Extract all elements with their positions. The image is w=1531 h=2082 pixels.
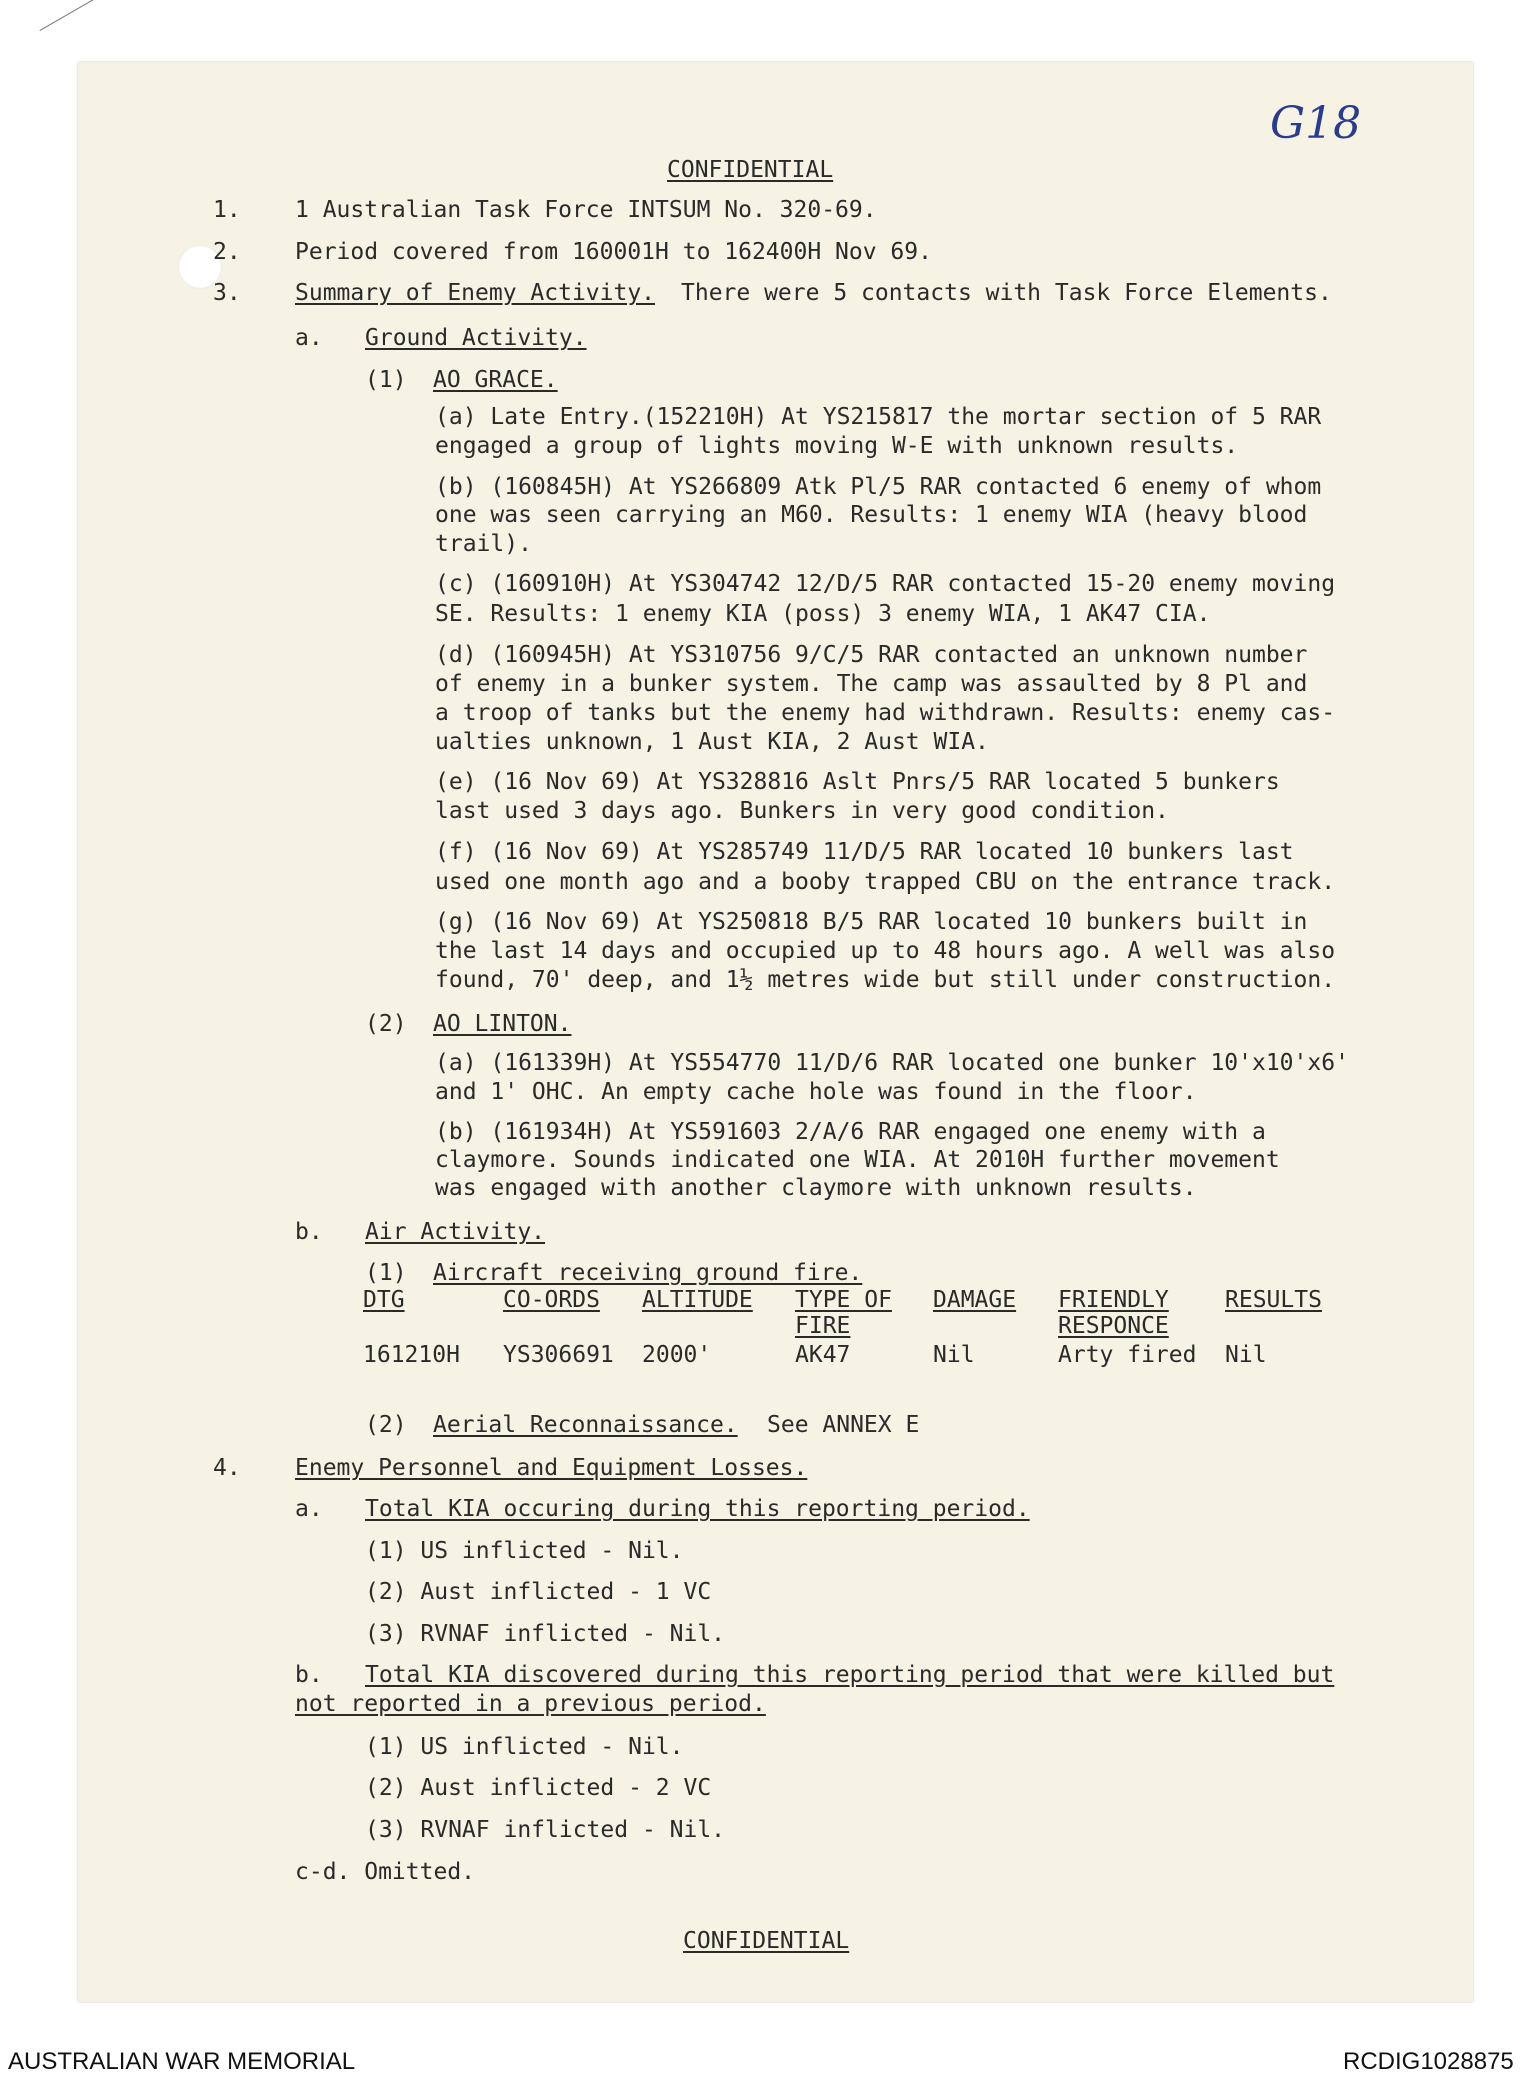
entry-d-line: of enemy in a bunker system. The camp was assaulted by 8 Pl and: [435, 671, 1308, 697]
entry-f-line: used one month ago and a booby trapped CBU on the entrance track.: [435, 869, 1336, 895]
entry-e-line: last used 3 days ago. Bunkers in very good condition.: [435, 798, 1169, 824]
sub-4b-title: Total KIA discovered during this reporting period that were killed but: [365, 1662, 1335, 1688]
corner-mark: [25, 0, 101, 31]
entry-b-line: trail).: [435, 531, 532, 557]
linton-b-line: was engaged with another claymore with unknown results.: [435, 1175, 1197, 1201]
aircraft-fire-number: (1): [365, 1260, 407, 1286]
document-page: [78, 62, 1473, 2002]
para-3-text: There were 5 contacts with Task Force Elements.: [681, 280, 1332, 306]
sub-b-label: b.: [295, 1219, 323, 1245]
entry-g-line: the last 14 days and occupied up to 48 hours ago. A well was also: [435, 938, 1336, 964]
sub-4b-label: b.: [295, 1662, 323, 1688]
linton-b-line: (b) (161934H) At YS591603 2/A/6 RAR engaged one enemy with a: [435, 1119, 1266, 1145]
para-1-number: 1.: [213, 197, 241, 223]
archive-id: RCDIG1028875: [1343, 2048, 1514, 2075]
kia-a-item: (2) Aust inflicted - 1 VC: [365, 1579, 712, 1605]
entry-g-line: found, 70' deep, and 1½ metres wide but still under construction.: [435, 967, 1336, 993]
archive-source-label: AUSTRALIAN WAR MEMORIAL: [8, 2048, 356, 2075]
entry-g-line: (g) (16 Nov 69) At YS250818 B/5 RAR located 10 bunkers built in: [435, 909, 1308, 935]
aircraft-fire-title: Aircraft receiving ground fire.: [433, 1260, 863, 1286]
ao-grace-title: AO GRACE.: [433, 367, 558, 393]
table-cell-type: AK47: [795, 1342, 851, 1368]
table-cell-coords: YS306691: [503, 1342, 614, 1368]
table-header-type-line2: FIRE: [795, 1313, 851, 1339]
kia-b-item: (2) Aust inflicted - 2 VC: [365, 1775, 712, 1801]
para-3-title: Summary of Enemy Activity.: [295, 280, 656, 306]
entry-d-line: (d) (160945H) At YS310756 9/C/5 RAR contacted an unknown number: [435, 642, 1308, 668]
ground-activity-title: Ground Activity.: [365, 325, 587, 351]
table-header-coords: CO-ORDS: [503, 1287, 600, 1313]
para-1-text: 1 Australian Task Force INTSUM No. 320-69.: [295, 197, 877, 223]
table-header-dtg: DTG: [363, 1287, 405, 1313]
entry-d-line: ualties unknown, 1 Aust KIA, 2 Aust WIA.: [435, 729, 989, 755]
entry-b-line: (b) (160845H) At YS266809 Atk Pl/5 RAR contacted 6 enemy of whom: [435, 474, 1322, 500]
sub-a-label: a.: [295, 325, 323, 351]
table-cell-altitude: 2000': [642, 1342, 712, 1368]
air-activity-title: Air Activity.: [365, 1219, 546, 1245]
para-2-text: Period covered from 160001H to 162400H Nov 69.: [295, 239, 932, 265]
entry-c-line: (c) (160910H) At YS304742 12/D/5 RAR contacted 15-20 enemy moving: [435, 571, 1336, 597]
table-header-damage: DAMAGE: [933, 1287, 1017, 1313]
ao-linton-title: AO LINTON.: [433, 1011, 572, 1037]
table-header-results: RESULTS: [1225, 1287, 1322, 1313]
sub-4cd-omitted: c-d. Omitted.: [295, 1859, 476, 1885]
sub-4b-title-continued: not reported in a previous period.: [295, 1691, 766, 1717]
entry-c-line: SE. Results: 1 enemy KIA (poss) 3 enemy WIA, 1 AK47 CIA.: [435, 601, 1211, 627]
ao-grace-number: (1): [365, 367, 407, 393]
entry-a-line: engaged a group of lights moving W-E with unknown results.: [435, 433, 1239, 459]
table-header-friendly: FRIENDLY: [1058, 1287, 1169, 1313]
entry-e-line: (e) (16 Nov 69) At YS328816 Aslt Pnrs/5 RAR located 5 bunkers: [435, 769, 1280, 795]
kia-a-item: (3) RVNAF inflicted - Nil.: [365, 1621, 726, 1647]
entry-b-line: one was seen carrying an M60. Results: 1 enemy WIA (heavy blood: [435, 502, 1308, 528]
linton-b-line: claymore. Sounds indicated one WIA. At 2010H further movement: [435, 1147, 1280, 1173]
table-header-type: TYPE OF: [795, 1287, 892, 1313]
kia-b-item: (1) US inflicted - Nil.: [365, 1734, 684, 1760]
entry-a-line: (a) Late Entry.(152210H) At YS215817 the mortar section of 5 RAR: [435, 404, 1322, 430]
footer-classification: CONFIDENTIAL: [683, 1928, 850, 1954]
para-4-title: Enemy Personnel and Equipment Losses.: [295, 1455, 808, 1481]
table-cell-friendly: Arty fired: [1058, 1342, 1197, 1368]
kia-b-item: (3) RVNAF inflicted - Nil.: [365, 1817, 726, 1843]
sub-4a-title: Total KIA occuring during this reporting period.: [365, 1496, 1030, 1522]
sub-4a-label: a.: [295, 1496, 323, 1522]
entry-f-line: (f) (16 Nov 69) At YS285749 11/D/5 RAR located 10 bunkers last: [435, 839, 1294, 865]
table-header-friendly-line2: RESPONCE: [1058, 1313, 1169, 1339]
table-cell-damage: Nil: [933, 1342, 975, 1368]
entry-d-line: a troop of tanks but the enemy had withdrawn. Results: enemy cas-: [435, 700, 1336, 726]
table-cell-dtg: 161210H: [363, 1342, 460, 1368]
ao-linton-number: (2): [365, 1011, 407, 1037]
kia-a-item: (1) US inflicted - Nil.: [365, 1538, 684, 1564]
aerial-recon-number: (2): [365, 1412, 407, 1438]
aerial-recon-text: See ANNEX E: [767, 1412, 920, 1438]
aerial-recon-title: Aerial Reconnaissance.: [433, 1412, 738, 1438]
table-cell-results: Nil: [1225, 1342, 1267, 1368]
para-3-number: 3.: [213, 280, 241, 306]
header-classification: CONFIDENTIAL: [667, 157, 834, 183]
linton-a-line: and 1' OHC. An empty cache hole was found in the floor.: [435, 1079, 1197, 1105]
handwritten-reference: G18: [1270, 98, 1362, 149]
para-4-number: 4.: [213, 1455, 241, 1481]
linton-a-line: (a) (161339H) At YS554770 11/D/6 RAR located one bunker 10'x10'x6': [435, 1050, 1349, 1076]
para-2-number: 2.: [213, 239, 241, 265]
table-header-altitude: ALTITUDE: [642, 1287, 753, 1313]
